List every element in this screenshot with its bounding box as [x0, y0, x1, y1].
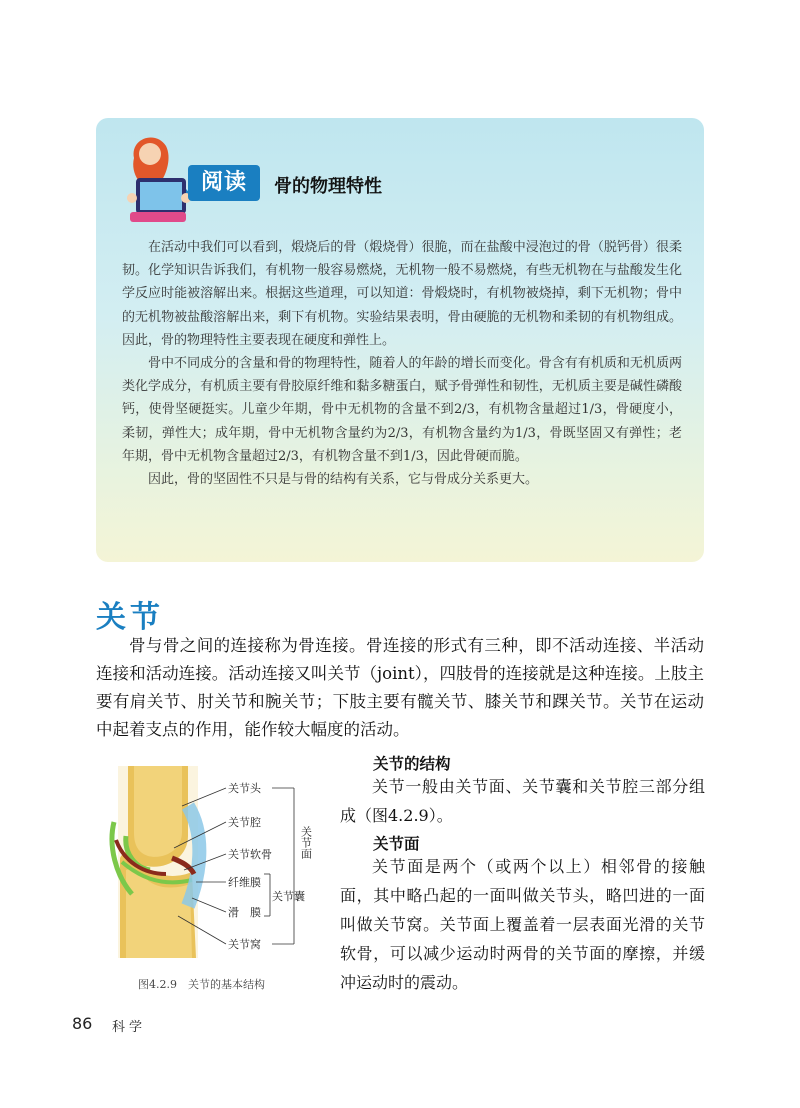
reading-paragraph: 因此，骨的坚固性不只是与骨的结构有关系，它与骨成分关系更大。	[148, 472, 539, 488]
label-fibrous: 纤维膜	[228, 876, 261, 889]
structure-text: 关节一般由关节面、关节囊和关节腔三部分组成（图4.2.9）。	[340, 777, 705, 825]
reading-paragraph: 在活动中我们可以看到，煅烧后的骨（煅烧骨）很脆，而在盐酸中浸泡过的骨（脱钙骨）很柔韧。化学知识告诉我们，有机物一般容易燃烧，无机物一般不易燃烧，有些无机物在与盐酸发生化学反应时能被溶解出来。根据这些道理，可以知道：骨煅烧时，有机物被烧掉，剩下无机物；骨中的无机物被盐酸溶解出来，剩下有机物。实验结果表明，骨由硬脆的无机物和柔韧的有机物组成。因此，骨的物理特性主要表现在硬度和弹性上。	[122, 240, 682, 348]
book-title: 科学	[112, 1020, 147, 1035]
joint-diagram	[96, 766, 332, 958]
label-synovial: 滑 膜	[228, 906, 261, 919]
label-surface: 关节面	[299, 826, 313, 859]
label-cartilage: 关节软骨	[228, 848, 272, 861]
reading-tag: 阅读	[188, 165, 260, 201]
section-title: 关节	[96, 600, 164, 635]
surface-heading: 关节面	[373, 835, 420, 853]
reading-title: 骨的物理特性	[274, 176, 382, 197]
section-intro: 骨与骨之间的连接称为骨连接。骨连接的形式有三种，即不活动连接、半活动连接和活动连接。活动连接又叫关节（joint），四肢骨的连接就是这种连接。上肢主要有肩关节、肘关节和腕关节；下肢主要有髋关节、膝关节和踝关节。关节在运动中起着支点的作用，能作较大幅度的活动。	[96, 636, 704, 739]
label-head: 关节头	[228, 782, 261, 795]
reading-paragraph: 骨中不同成分的含量和骨的物理特性，随着人的年龄的增长而变化。骨含有有机质和无机质两类化学成分，有机质主要有骨胶原纤维和黏多糖蛋白，赋予骨弹性和韧性，无机质主要是碱性磷酸钙，使骨坚硬挺实。儿童少年期，骨中无机物的含量不到2/3，有机物含量超过1/3，骨硬度小，柔韧，弹性大；成年期，骨中无机物含量约为2/3，有机物含量约为1/3，骨既坚固又有弹性；老年期，骨中无机物含量超过2/3，有机物含量不到1/3，因此骨硬而脆。	[122, 356, 682, 464]
reading-body	[122, 236, 682, 491]
structure-heading: 关节的结构	[373, 755, 451, 773]
figure-caption: 图4.2.9 关节的基本结构	[138, 978, 265, 991]
label-capsule: 关节囊	[272, 890, 305, 903]
page-number: 86	[72, 1014, 93, 1033]
label-socket: 关节窝	[228, 938, 261, 951]
surface-text: 关节面是两个（或两个以上）相邻骨的接触面，其中略凸起的一面叫做关节头，略凹进的一面叫做关节窝。关节面上覆盖着一层表面光滑的关节软骨，可以减少运动时两骨的关节面的摩擦，并缓冲运动时的震动。	[340, 857, 705, 992]
label-cavity: 关节腔	[228, 816, 261, 829]
